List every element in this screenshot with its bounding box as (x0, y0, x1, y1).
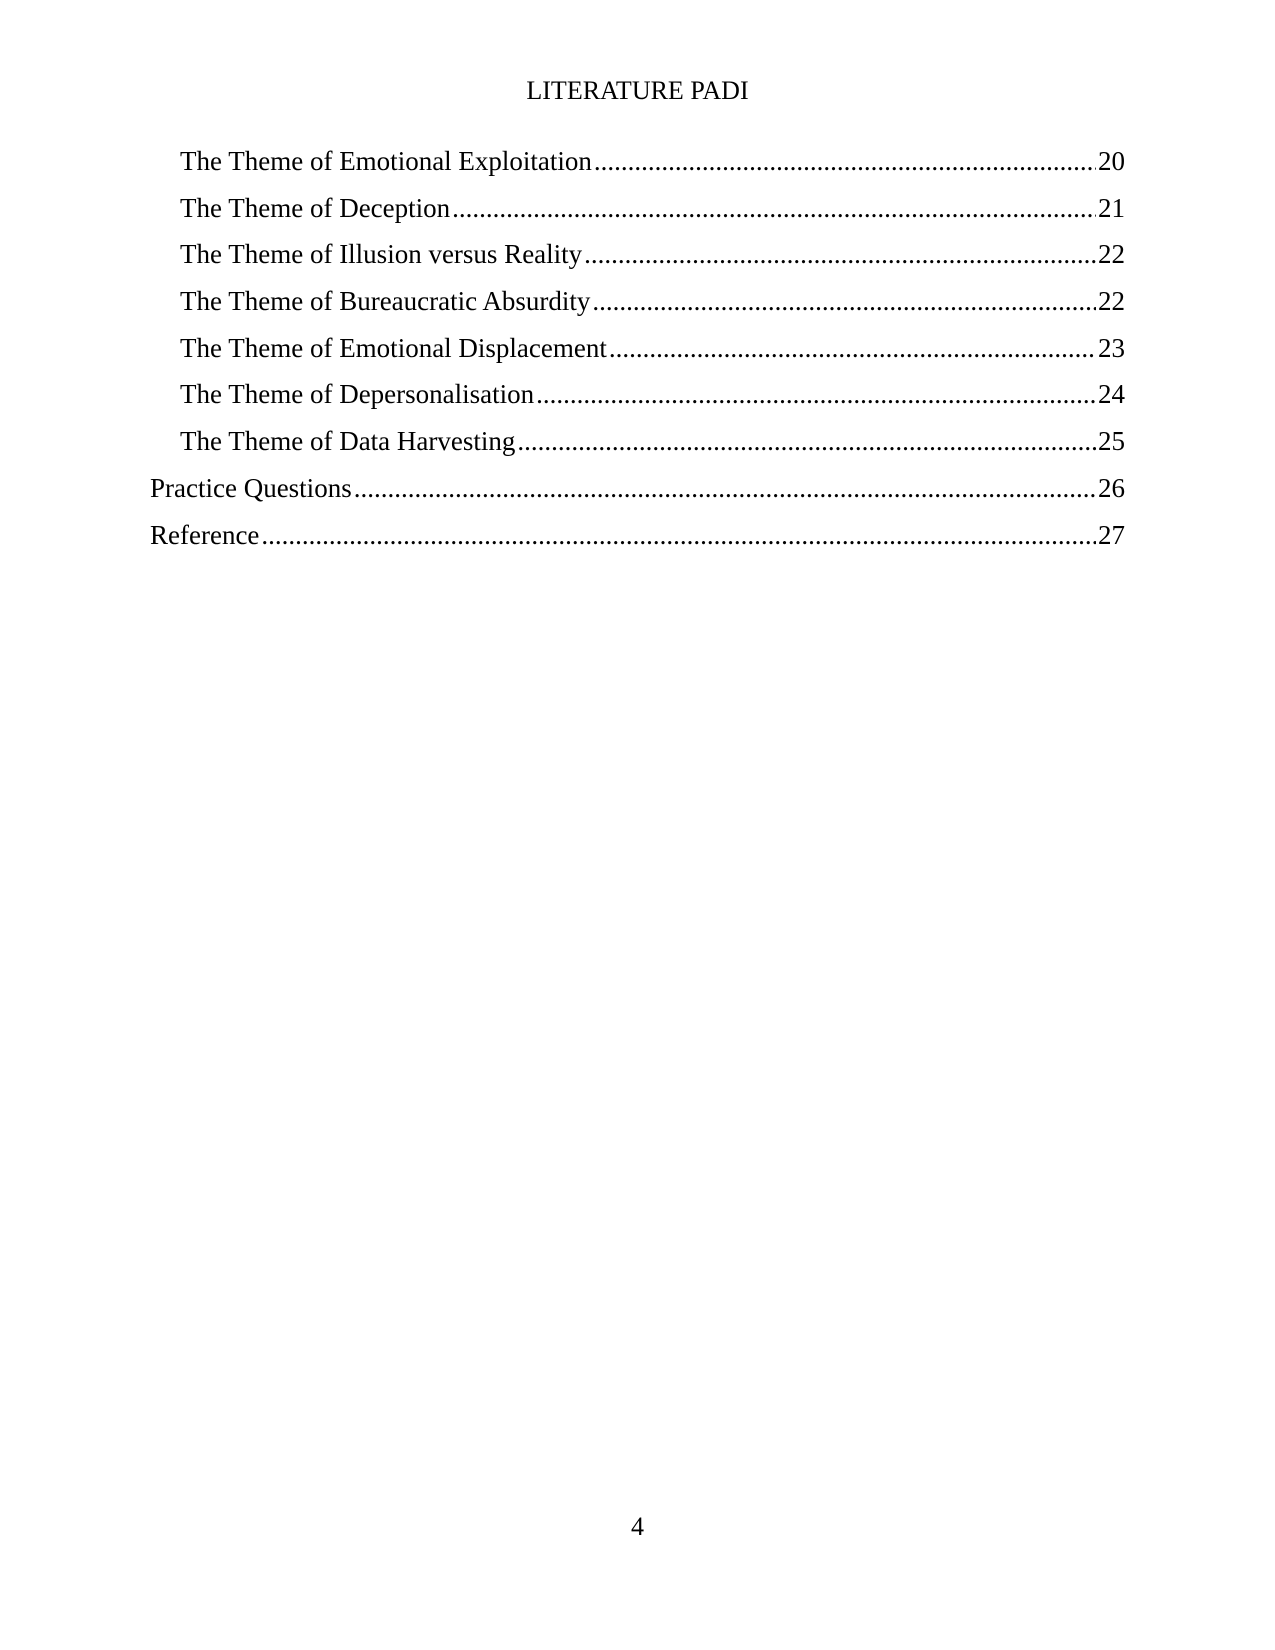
toc-page: 22 (1098, 239, 1125, 270)
toc-entry[interactable] (150, 239, 1125, 286)
leader-dots (584, 239, 1096, 270)
toc-entry[interactable] (150, 146, 1125, 193)
running-header: LITERATURE PADI (526, 76, 749, 105)
toc-page: 24 (1098, 379, 1125, 410)
toc-title: The Theme of Deception (180, 192, 451, 223)
table-of-contents (150, 146, 1125, 566)
toc-entry[interactable] (150, 286, 1125, 333)
toc-page: 27 (1098, 519, 1125, 550)
toc-entry[interactable] (150, 333, 1125, 380)
toc-title: Reference (150, 519, 260, 550)
toc-entry[interactable] (150, 473, 1125, 520)
toc-entry[interactable] (150, 193, 1125, 240)
toc-title: Practice Questions (150, 472, 352, 503)
leader-dots (261, 520, 1096, 551)
leader-dots (609, 333, 1096, 364)
leader-dots (354, 473, 1096, 504)
toc-entry[interactable] (150, 426, 1125, 473)
leader-dots (517, 426, 1096, 457)
page-number: 4 (631, 1512, 644, 1541)
toc-entry[interactable] (150, 520, 1125, 567)
toc-entry[interactable] (150, 379, 1125, 426)
toc-title: The Theme of Bureaucratic Absurdity (180, 286, 591, 317)
toc-title: The Theme of Emotional Displacement (180, 332, 607, 363)
leader-dots (594, 146, 1096, 177)
toc-title: The Theme of Illusion versus Reality (180, 239, 583, 270)
toc-page: 22 (1098, 286, 1125, 317)
toc-page: 26 (1098, 472, 1125, 503)
leader-dots (452, 193, 1096, 224)
leader-dots (536, 379, 1096, 410)
toc-title: The Theme of Data Harvesting (180, 426, 516, 457)
toc-page: 21 (1098, 192, 1125, 223)
toc-page: 25 (1098, 426, 1125, 457)
toc-page: 20 (1098, 146, 1125, 176)
toc-page: 23 (1098, 332, 1125, 363)
toc-title: The Theme of Emotional Exploitation (180, 146, 592, 176)
leader-dots (592, 286, 1096, 317)
toc-title: The Theme of Depersonalisation (180, 379, 535, 410)
